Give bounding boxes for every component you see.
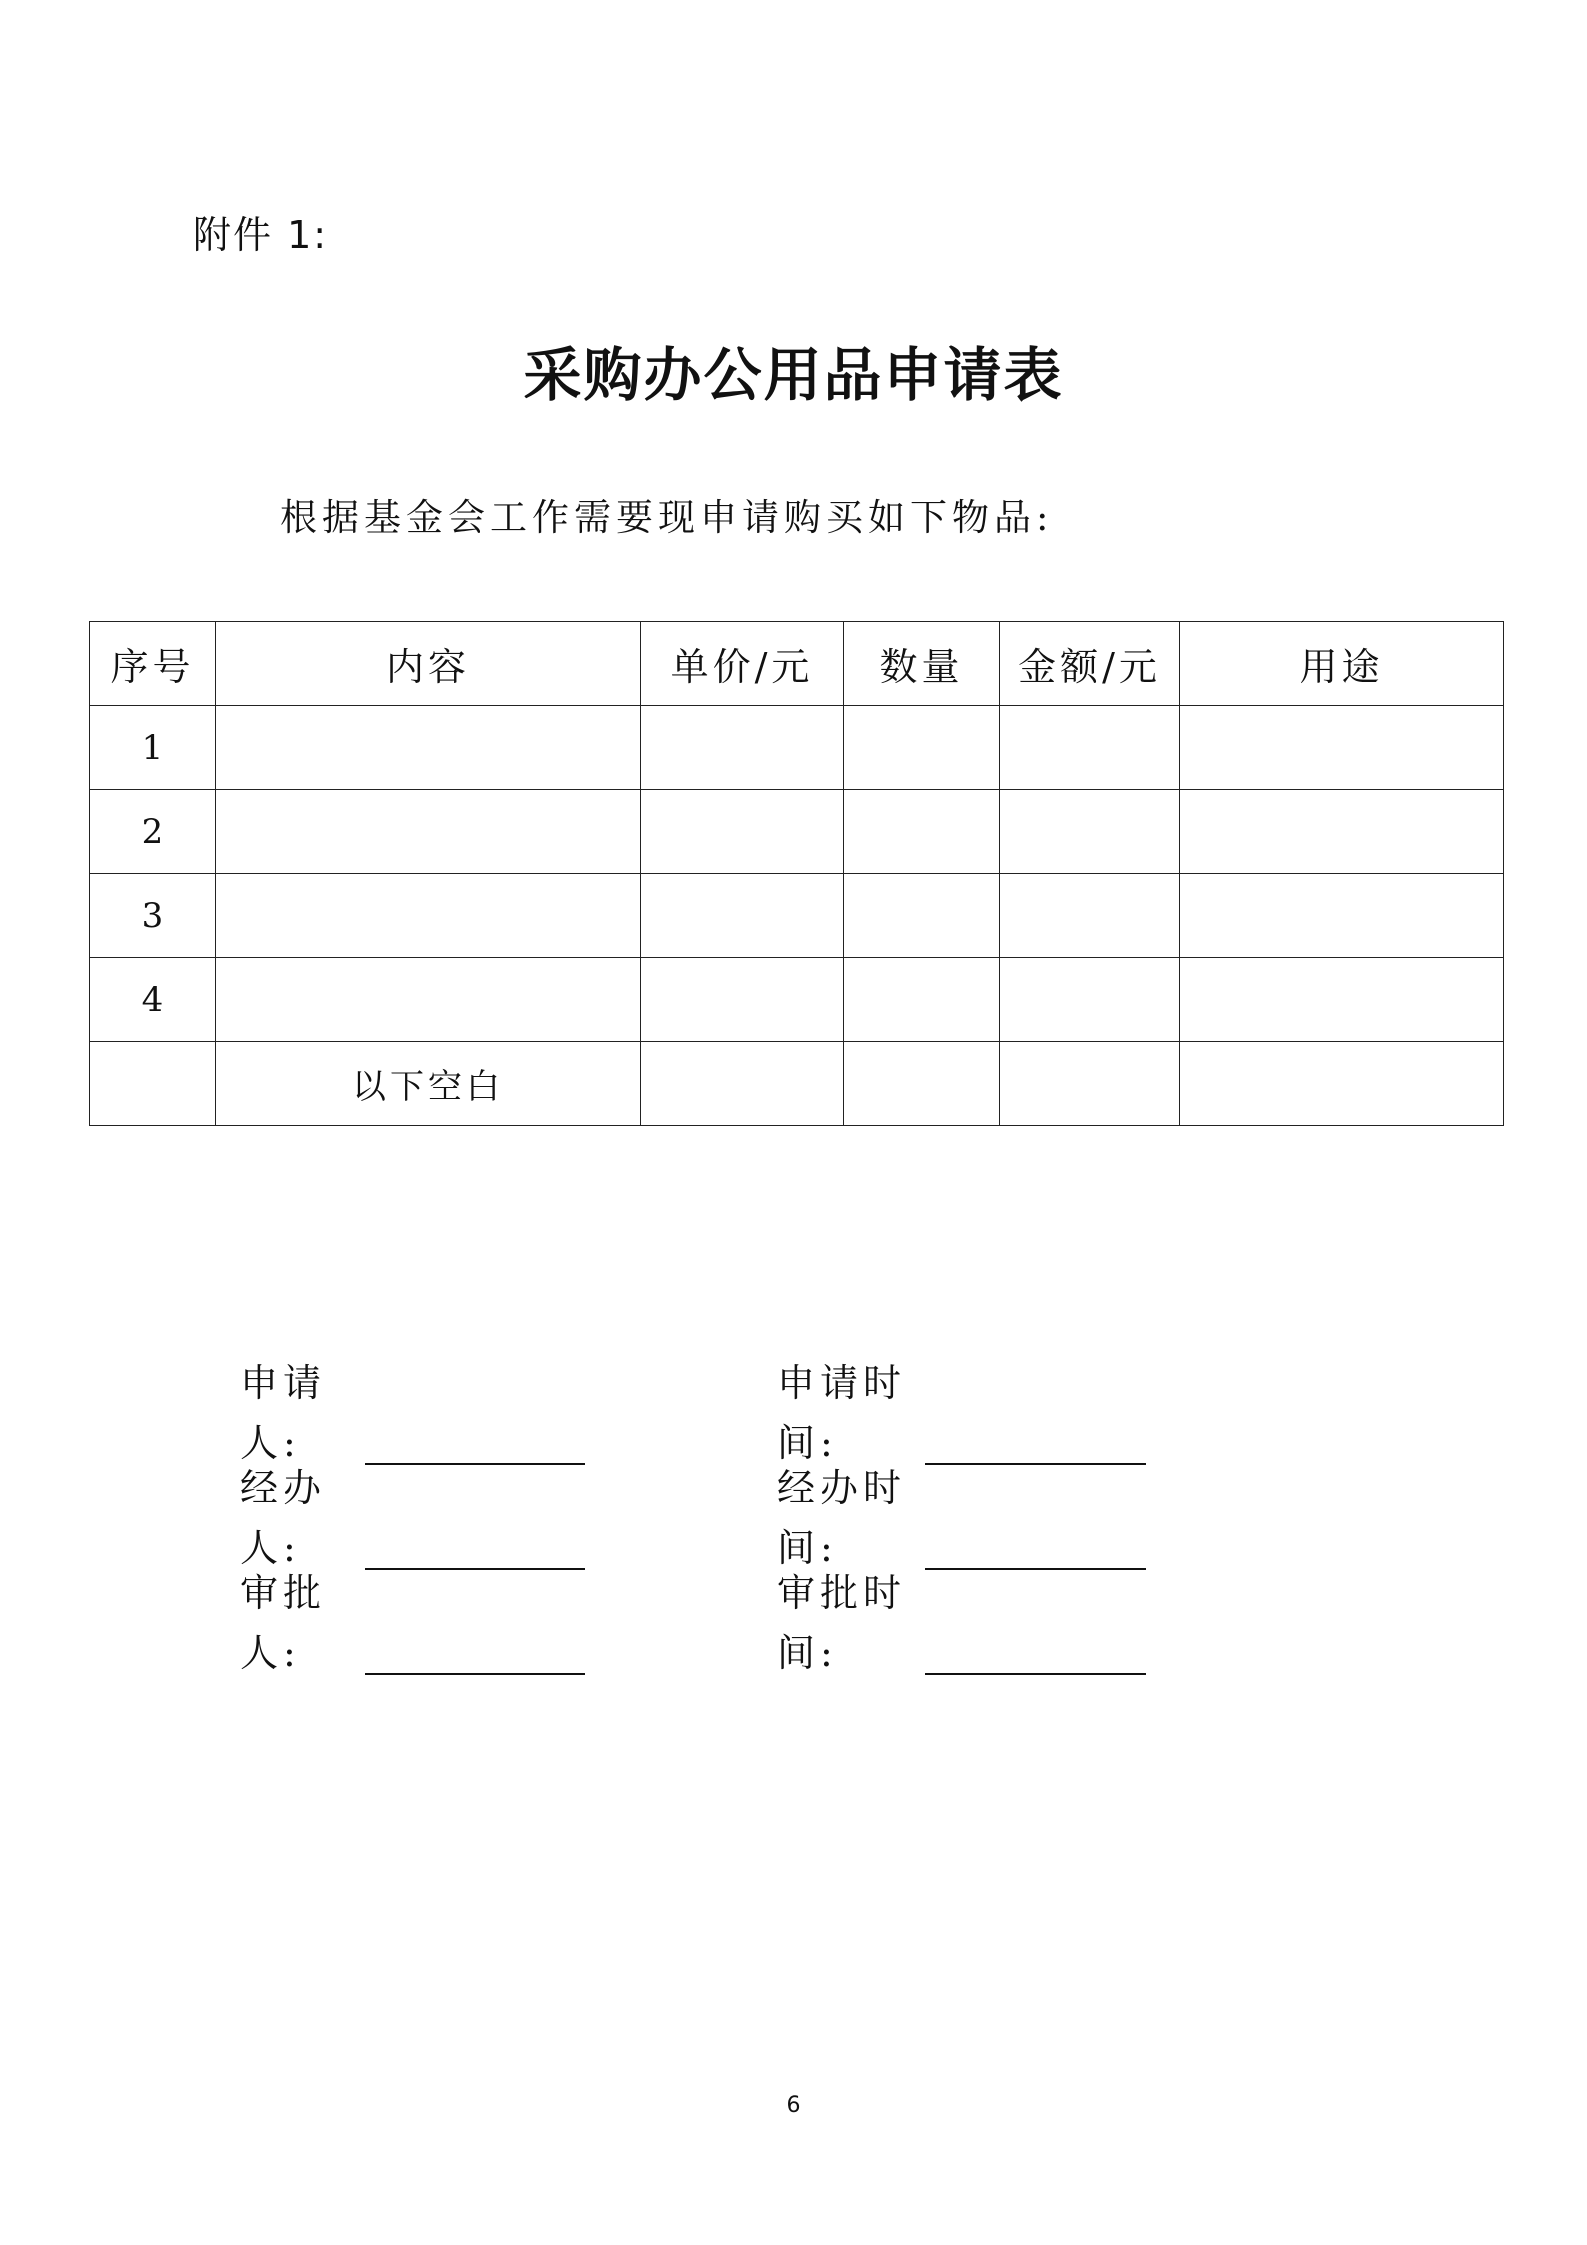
table-header-row — [90, 622, 1504, 706]
header-unit-price: 单价/元 — [641, 622, 844, 706]
cell-content[interactable] — [216, 958, 641, 1042]
header-content: 内容 — [216, 622, 641, 706]
cell-no: 4 — [90, 958, 216, 1042]
cell-amount — [1000, 1042, 1180, 1126]
approver-label: 审批人: — [240, 1571, 327, 1675]
applicant-field — [240, 1353, 585, 1473]
form-title: 采购办公用品申请表 — [523, 341, 1064, 409]
apply-time-label: 申请时间: — [777, 1361, 907, 1465]
cell-blank-note: 以下空白 — [216, 1042, 641, 1126]
cell-content[interactable] — [216, 874, 641, 958]
cell-content[interactable] — [216, 790, 641, 874]
header-quantity: 数量 — [844, 622, 1000, 706]
cell-quantity[interactable] — [844, 874, 1000, 958]
approver-field — [240, 1563, 585, 1683]
cell-amount[interactable] — [1000, 958, 1180, 1042]
cell-amount[interactable] — [1000, 874, 1180, 958]
cell-purpose[interactable] — [1180, 958, 1504, 1042]
cell-purpose[interactable] — [1180, 874, 1504, 958]
attachment-label: 附件 1: — [193, 213, 329, 257]
handle-time-field — [777, 1458, 1146, 1578]
cell-content[interactable] — [216, 706, 641, 790]
cell-purpose[interactable] — [1180, 790, 1504, 874]
cell-amount[interactable] — [1000, 706, 1180, 790]
items-table — [89, 621, 1504, 1126]
cell-no — [90, 1042, 216, 1126]
cell-unit-price[interactable] — [641, 874, 844, 958]
page-number: 6 — [786, 2093, 801, 2118]
cell-unit-price — [641, 1042, 844, 1126]
cell-quantity[interactable] — [844, 790, 1000, 874]
cell-unit-price[interactable] — [641, 958, 844, 1042]
approve-time-label: 审批时间: — [777, 1571, 907, 1675]
cell-purpose[interactable] — [1180, 706, 1504, 790]
approve-time-field — [777, 1563, 1146, 1683]
header-purpose: 用途 — [1180, 622, 1504, 706]
cell-quantity[interactable] — [844, 706, 1000, 790]
approver-signature-line[interactable] — [365, 1629, 585, 1675]
approve-time-line[interactable] — [925, 1629, 1146, 1675]
table-row-blank-marker — [90, 1042, 1504, 1126]
cell-unit-price[interactable] — [641, 706, 844, 790]
cell-quantity[interactable] — [844, 958, 1000, 1042]
cell-purpose — [1180, 1042, 1504, 1126]
header-no: 序号 — [90, 622, 216, 706]
handle-time-label: 经办时间: — [777, 1466, 907, 1570]
table-row — [90, 706, 1504, 790]
intro-text: 根据基金会工作需要现申请购买如下物品: — [280, 496, 1054, 539]
handler-label: 经办人: — [240, 1466, 327, 1570]
cell-quantity — [844, 1042, 1000, 1126]
table-row — [90, 874, 1504, 958]
cell-amount[interactable] — [1000, 790, 1180, 874]
table-row — [90, 958, 1504, 1042]
applicant-label: 申请人: — [240, 1361, 327, 1465]
table-row — [90, 790, 1504, 874]
header-amount: 金额/元 — [1000, 622, 1180, 706]
handler-field — [240, 1458, 585, 1578]
cell-unit-price[interactable] — [641, 790, 844, 874]
cell-no: 1 — [90, 706, 216, 790]
cell-no: 3 — [90, 874, 216, 958]
apply-time-field — [777, 1353, 1146, 1473]
cell-no: 2 — [90, 790, 216, 874]
